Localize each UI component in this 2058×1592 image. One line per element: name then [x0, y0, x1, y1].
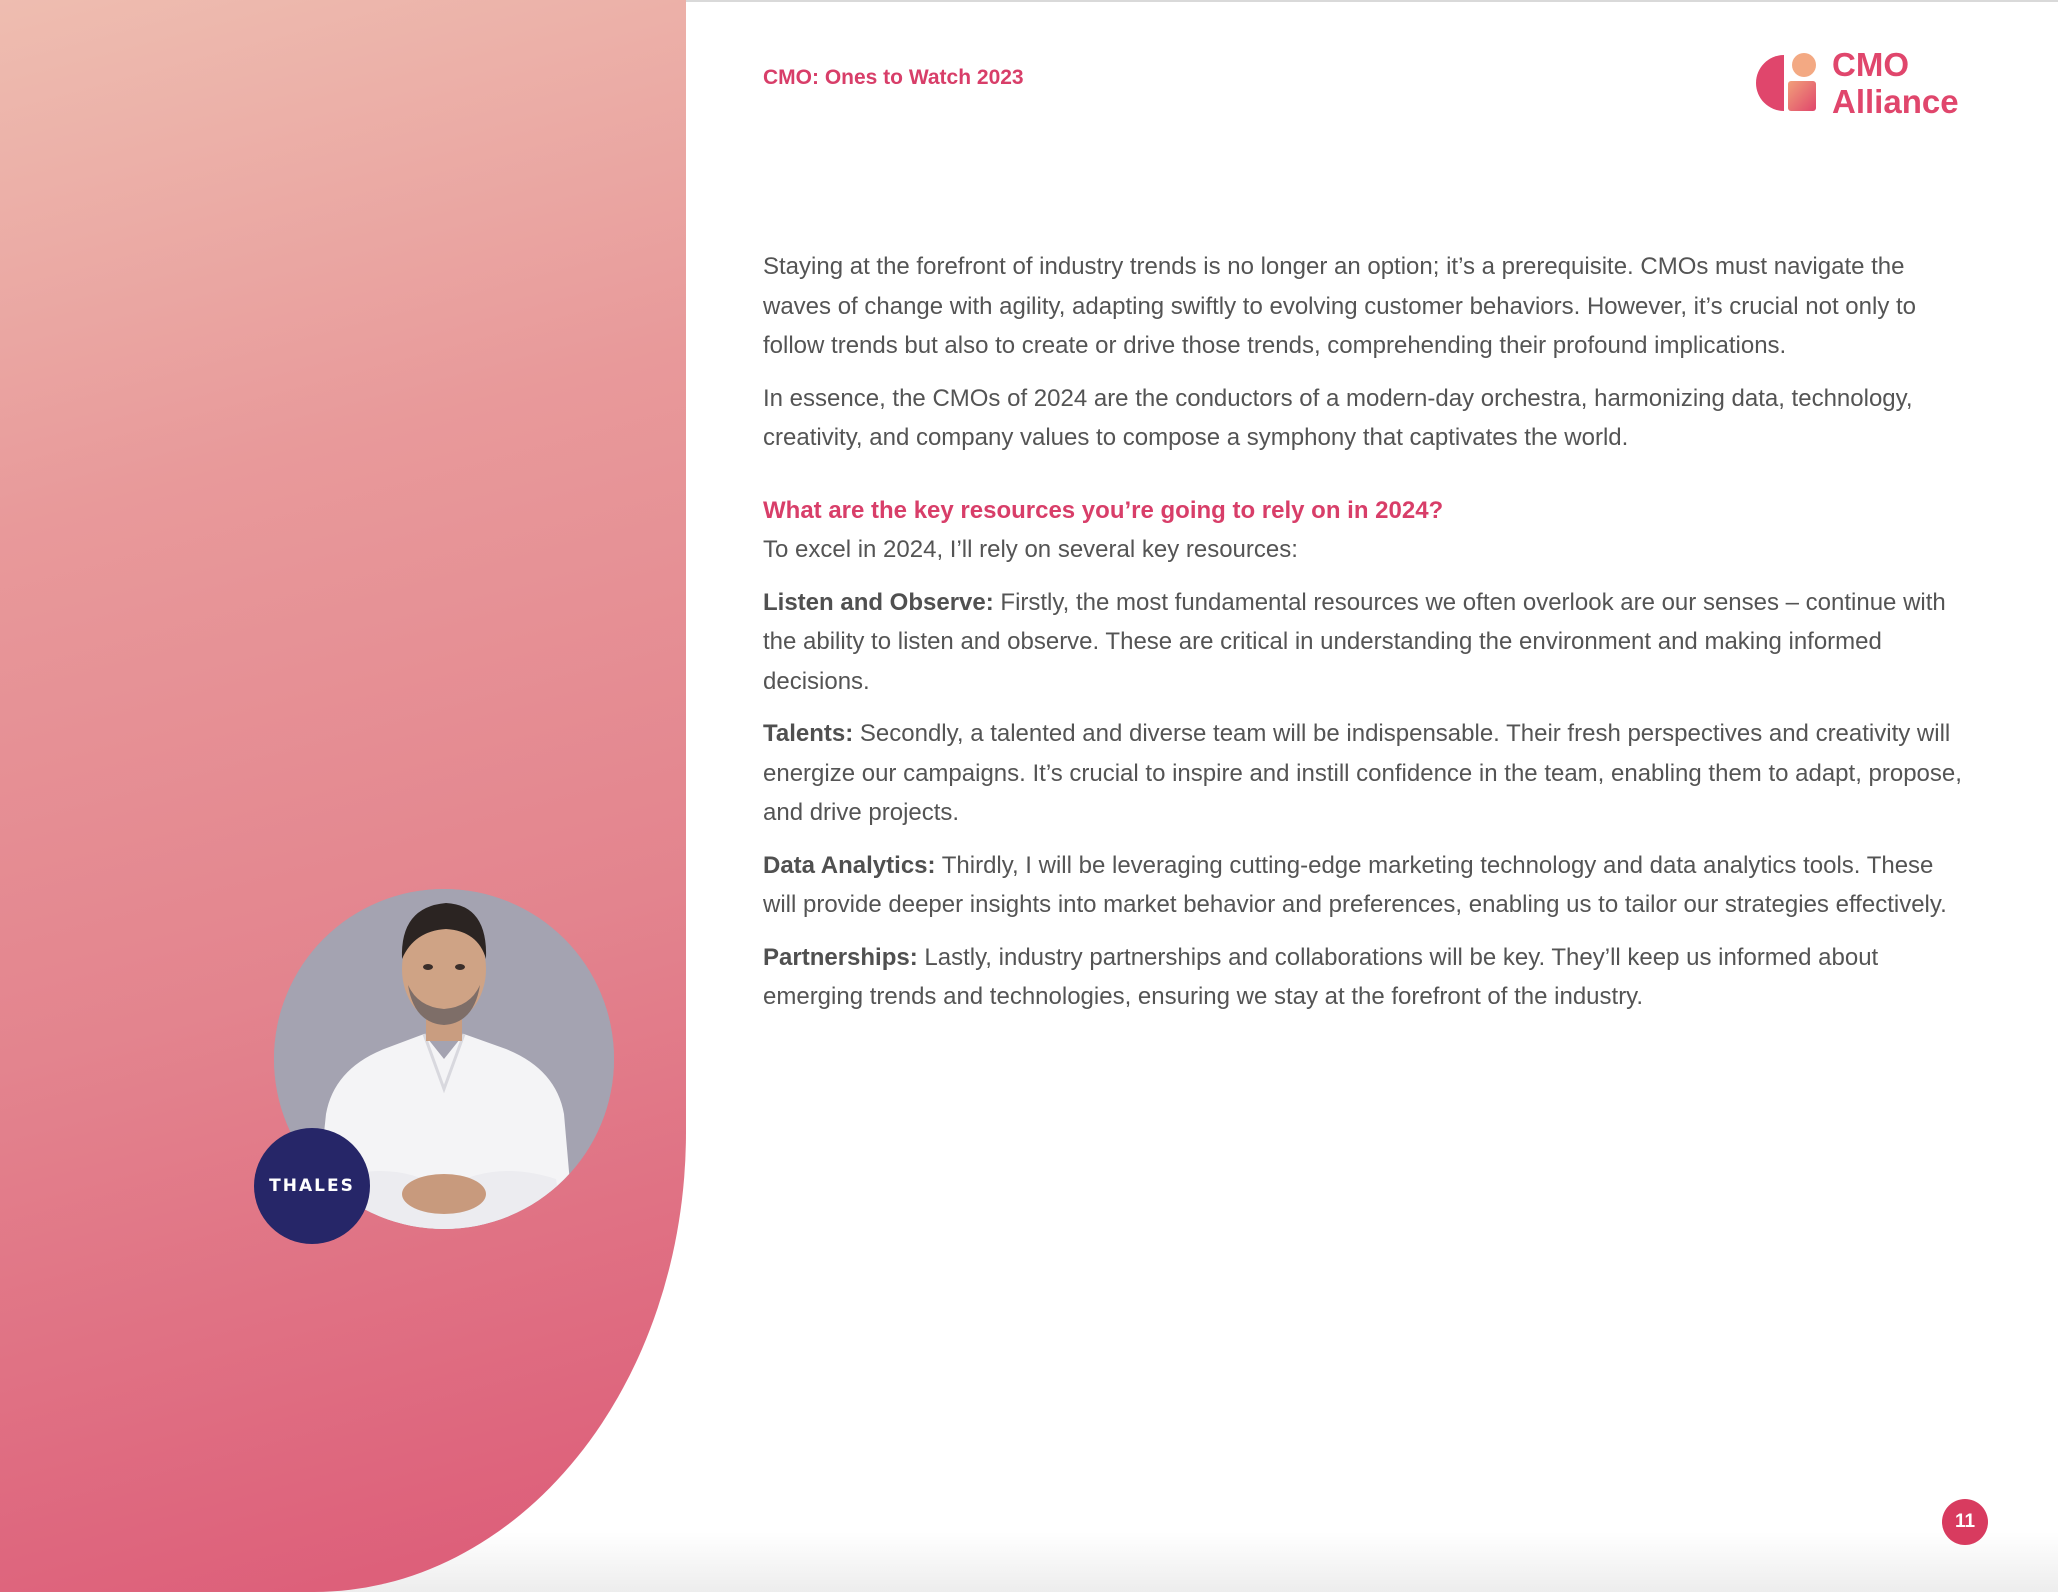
brand-line-1: CMO [1832, 46, 1909, 83]
paragraph-summary: In essence, the CMOs of 2024 are the conductors of a modern-day orchestra, harmonizing data, technology, creativity, and company values to compose a symphony that captivates the world. [763, 384, 1913, 451]
running-title: CMO: Ones to Watch 2023 [763, 66, 1024, 89]
resource-item-data-analytics [763, 846, 1963, 925]
resource-term: Talents: [763, 720, 854, 747]
resource-text: Firstly, the most fundamental resources we often overlook are our senses – continue with the ability to listen and observe. These are critical in understanding the environment and making informed decisions. [763, 588, 1946, 695]
resource-text: Secondly, a talented and diverse team will be indispensable. Their fresh perspectives and creativity will energize our campaigns. It’s crucial to inspire and instill confidence in the team, enabling them to adapt, propose, and drive projects. [763, 720, 1962, 826]
answer-lead: To excel in 2024, I’ll rely on several key resources: [763, 536, 1298, 563]
thales-logo-badge: THALES [254, 1128, 370, 1244]
profile-side-panel [0, 0, 686, 1592]
resource-item-talents [763, 714, 1963, 833]
resource-item-partnerships [763, 938, 1963, 1017]
paragraph-intro: Staying at the forefront of industry trends is no longer an option; it’s a prerequisite. CMOs must navigate the waves of change with agility, adapting swiftly to evolving customer behaviors. However, it’s crucial not only to follow trends but also to create or drive those trends, comprehending their profound implications. [763, 253, 1917, 359]
interview-question: What are the key resources you’re going to rely on in 2024? [763, 496, 1444, 524]
article-body [763, 247, 1963, 1030]
page-number-badge: 11 [1942, 1499, 1988, 1545]
resource-text: Lastly, industry partnerships and collaborations will be key. They’ll keep us informed about emerging trends and technologies, ensuring we stay at the forefront of the industry. [763, 943, 1879, 1010]
resource-term: Data Analytics: [763, 851, 936, 879]
resource-term: Partnerships: [763, 943, 918, 971]
resource-item-listen [763, 583, 1963, 702]
cmo-alliance-logo-icon [1756, 51, 1820, 115]
brand-line-2: Alliance [1832, 83, 1959, 120]
resource-term: Listen and Observe: [763, 588, 994, 616]
brand-wordmark [1832, 46, 1959, 120]
resource-text: Thirdly, I will be leveraging cutting-edge marketing technology and data analytics tools. These will provide deeper insights into market behavior and preferences, enabling us to tailor our strategies effectively. [763, 851, 1947, 918]
cmo-alliance-logo[interactable] [1756, 46, 1959, 120]
